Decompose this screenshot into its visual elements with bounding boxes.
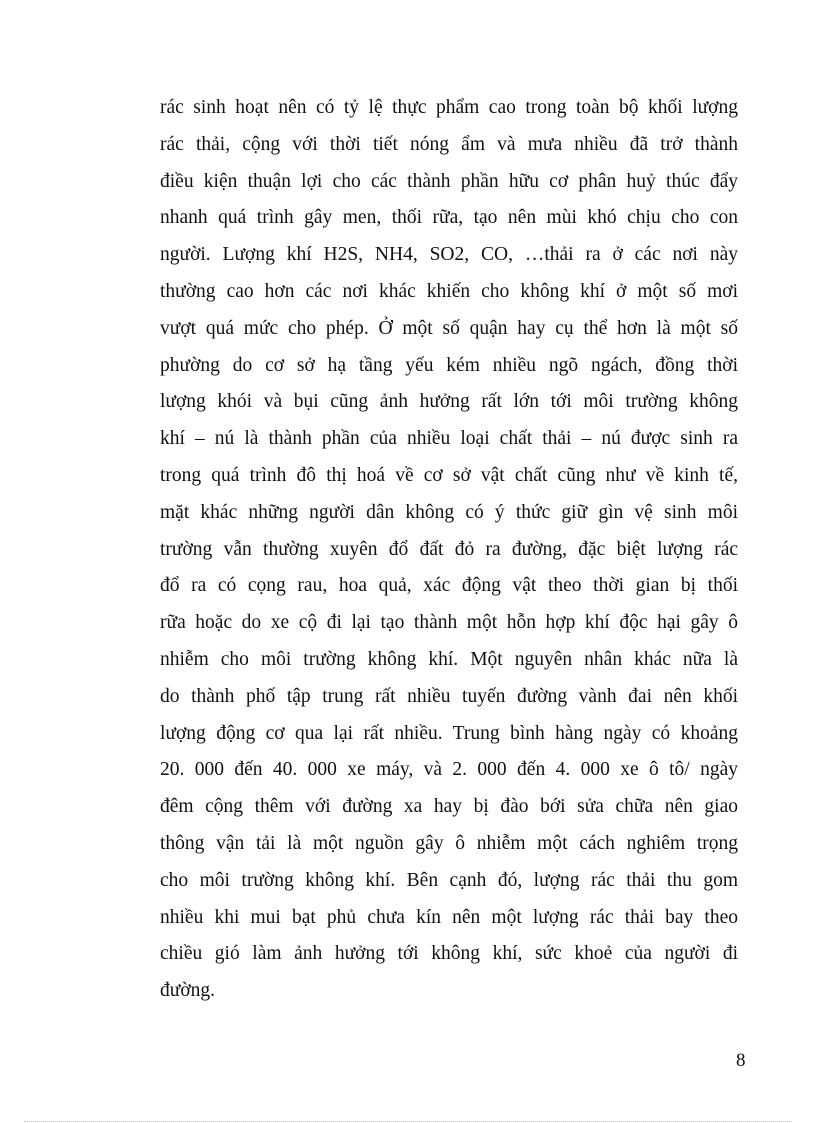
text-line: trong quá trình đô thị hoá về cơ sở vật chất cũng như về kinh tế, — [160, 464, 738, 486]
text-line: khí – nú là thành phần của nhiều loại chất thải – nú được sinh ra — [160, 428, 738, 450]
page-number: 8 — [736, 1050, 746, 1071]
text-line: đêm cộng thêm với đường xa hay bị đào bới sửa chữa nên giao — [160, 796, 738, 818]
text-line: thông vận tải là một nguồn gây ô nhiễm một cách nghiêm trọng — [160, 832, 738, 854]
text-line: lượng động cơ qua lại rất nhiều. Trung bình hàng ngày có khoảng — [160, 722, 738, 744]
text-line: lượng khói và bụi cũng ảnh hưởng rất lớn tới môi trường không — [160, 391, 738, 413]
text-line: nhanh quá trình gây men, thối rữa, tạo nên mùi khó chịu cho con — [160, 207, 738, 229]
text-line: cho môi trường không khí. Bên cạnh đó, lượng rác thải thu gom — [160, 869, 738, 891]
text-line: đổ ra có cọng rau, hoa quả, xác động vật theo thời gian bị thối — [160, 575, 738, 597]
text-line: thường cao hơn các nơi khác khiến cho không khí ở một số mơi — [160, 280, 738, 302]
text-line: chiều gió làm ảnh hưởng tới không khí, sức khoẻ của người đi — [160, 943, 738, 965]
body-paragraph — [160, 90, 738, 1010]
text-line: rác sinh hoạt nên có tỷ lệ thực phẩm cao trong toàn bộ khối lượng — [160, 97, 738, 118]
text-line: người. Lượng khí H2S, NH4, SO2, CO, …thải ra ở các nơi này — [160, 244, 738, 266]
text-line: rác thải, cộng với thời tiết nóng ẩm và mưa nhiều đã trở thành — [160, 133, 738, 155]
text-line: vượt quá mức cho phép. Ở một số quận hay cụ thể hơn là một số — [160, 317, 738, 339]
text-line: mặt khác những người dân không có ý thức giữ gìn vệ sinh môi — [160, 501, 738, 523]
text-line: đường. — [160, 980, 216, 1002]
text-line: 20. 000 đến 40. 000 xe máy, và 2. 000 đến 4. 000 xe ô tô/ ngày — [160, 759, 738, 781]
text-line: do thành phố tập trung rất nhiều tuyến đường vành đai nên khối — [160, 685, 738, 707]
text-line: nhiều khi mui bạt phủ chưa kín nên một lượng rác thải bay theo — [160, 906, 738, 928]
page-bottom-divider — [24, 1121, 792, 1122]
text-line: nhiễm cho môi trường không khí. Một nguyên nhân khác nữa là — [160, 648, 738, 670]
text-line: điều kiện thuận lợi cho các thành phần hữu cơ phân huỷ thúc đẩy — [160, 170, 738, 192]
text-line: phường do cơ sở hạ tầng yếu kém nhiều ngõ ngách, đồng thời — [160, 354, 738, 376]
text-line: trường vẫn thường xuyên đổ đất đỏ ra đường, đặc biệt lượng rác — [160, 538, 738, 560]
text-line: rữa hoặc do xe cộ đi lại tạo thành một hỗn hợp khí độc hại gây ô — [160, 612, 738, 634]
